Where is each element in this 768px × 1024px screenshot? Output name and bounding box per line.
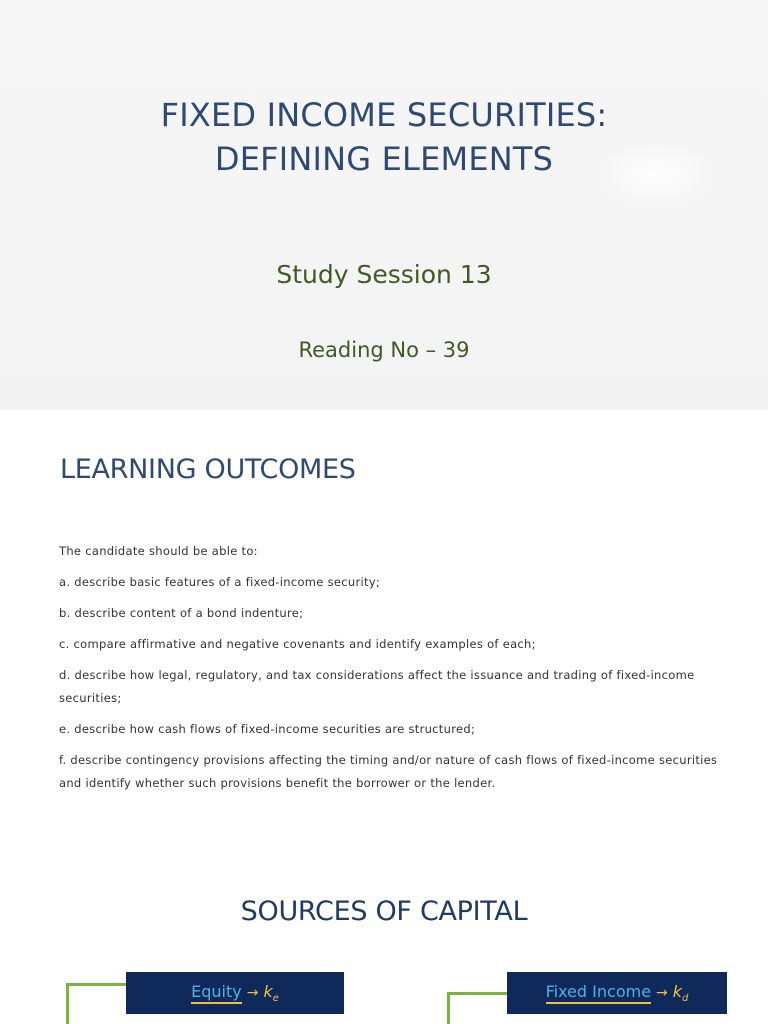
- fixed-income-box: [507, 972, 727, 1014]
- arrow-icon: →: [656, 985, 668, 1001]
- study-session: Study Session 13: [276, 260, 492, 289]
- outcomes-intro: The candidate should be able to:: [59, 544, 258, 558]
- sources-of-capital-heading: SOURCES OF CAPITAL: [240, 896, 528, 927]
- reading-number: Reading No – 39: [298, 338, 470, 362]
- outcome-item: f. describe contingency provisions affecting the timing and/or nature of cash flows of fixed-income securities and identify whether such provisions benefit the borrower or the lender.: [59, 753, 718, 790]
- title-line-2: DEFINING ELEMENTS: [214, 140, 554, 178]
- outcome-item: a. describe basic features of a fixed-income security;: [59, 575, 381, 589]
- title-line-1: FIXED INCOME SECURITIES:: [160, 96, 608, 134]
- fixed-income-label: Fixed Income: [546, 982, 651, 1004]
- cost-of-equity-symbol: $k_e$: [263, 981, 279, 1005]
- learning-outcomes-slide: [0, 410, 768, 840]
- learning-outcomes-body: [59, 540, 719, 803]
- outcome-item: c. compare affirmative and negative covenants and identify examples of each;: [59, 637, 536, 651]
- sources-of-capital-slide: [0, 840, 768, 1024]
- outcome-item: d. describe how legal, regulatory, and tax considerations affect the issuance and trading of fixed-income securities;: [59, 668, 695, 705]
- learning-outcomes-heading: LEARNING OUTCOMES: [60, 454, 356, 485]
- connector-line-right: [447, 992, 508, 1024]
- equity-box: [126, 972, 344, 1014]
- arrow-icon: →: [246, 985, 259, 1001]
- outcome-item: e. describe how cash flows of fixed-income securities are structured;: [59, 722, 476, 736]
- outcome-item: b. describe content of a bond indenture;: [59, 606, 304, 620]
- connector-line-left: [66, 983, 127, 1024]
- cost-of-debt-symbol: $k_d$: [672, 981, 689, 1005]
- slide-title: [0, 93, 768, 181]
- title-slide: [0, 0, 768, 410]
- equity-label: Equity: [191, 982, 242, 1004]
